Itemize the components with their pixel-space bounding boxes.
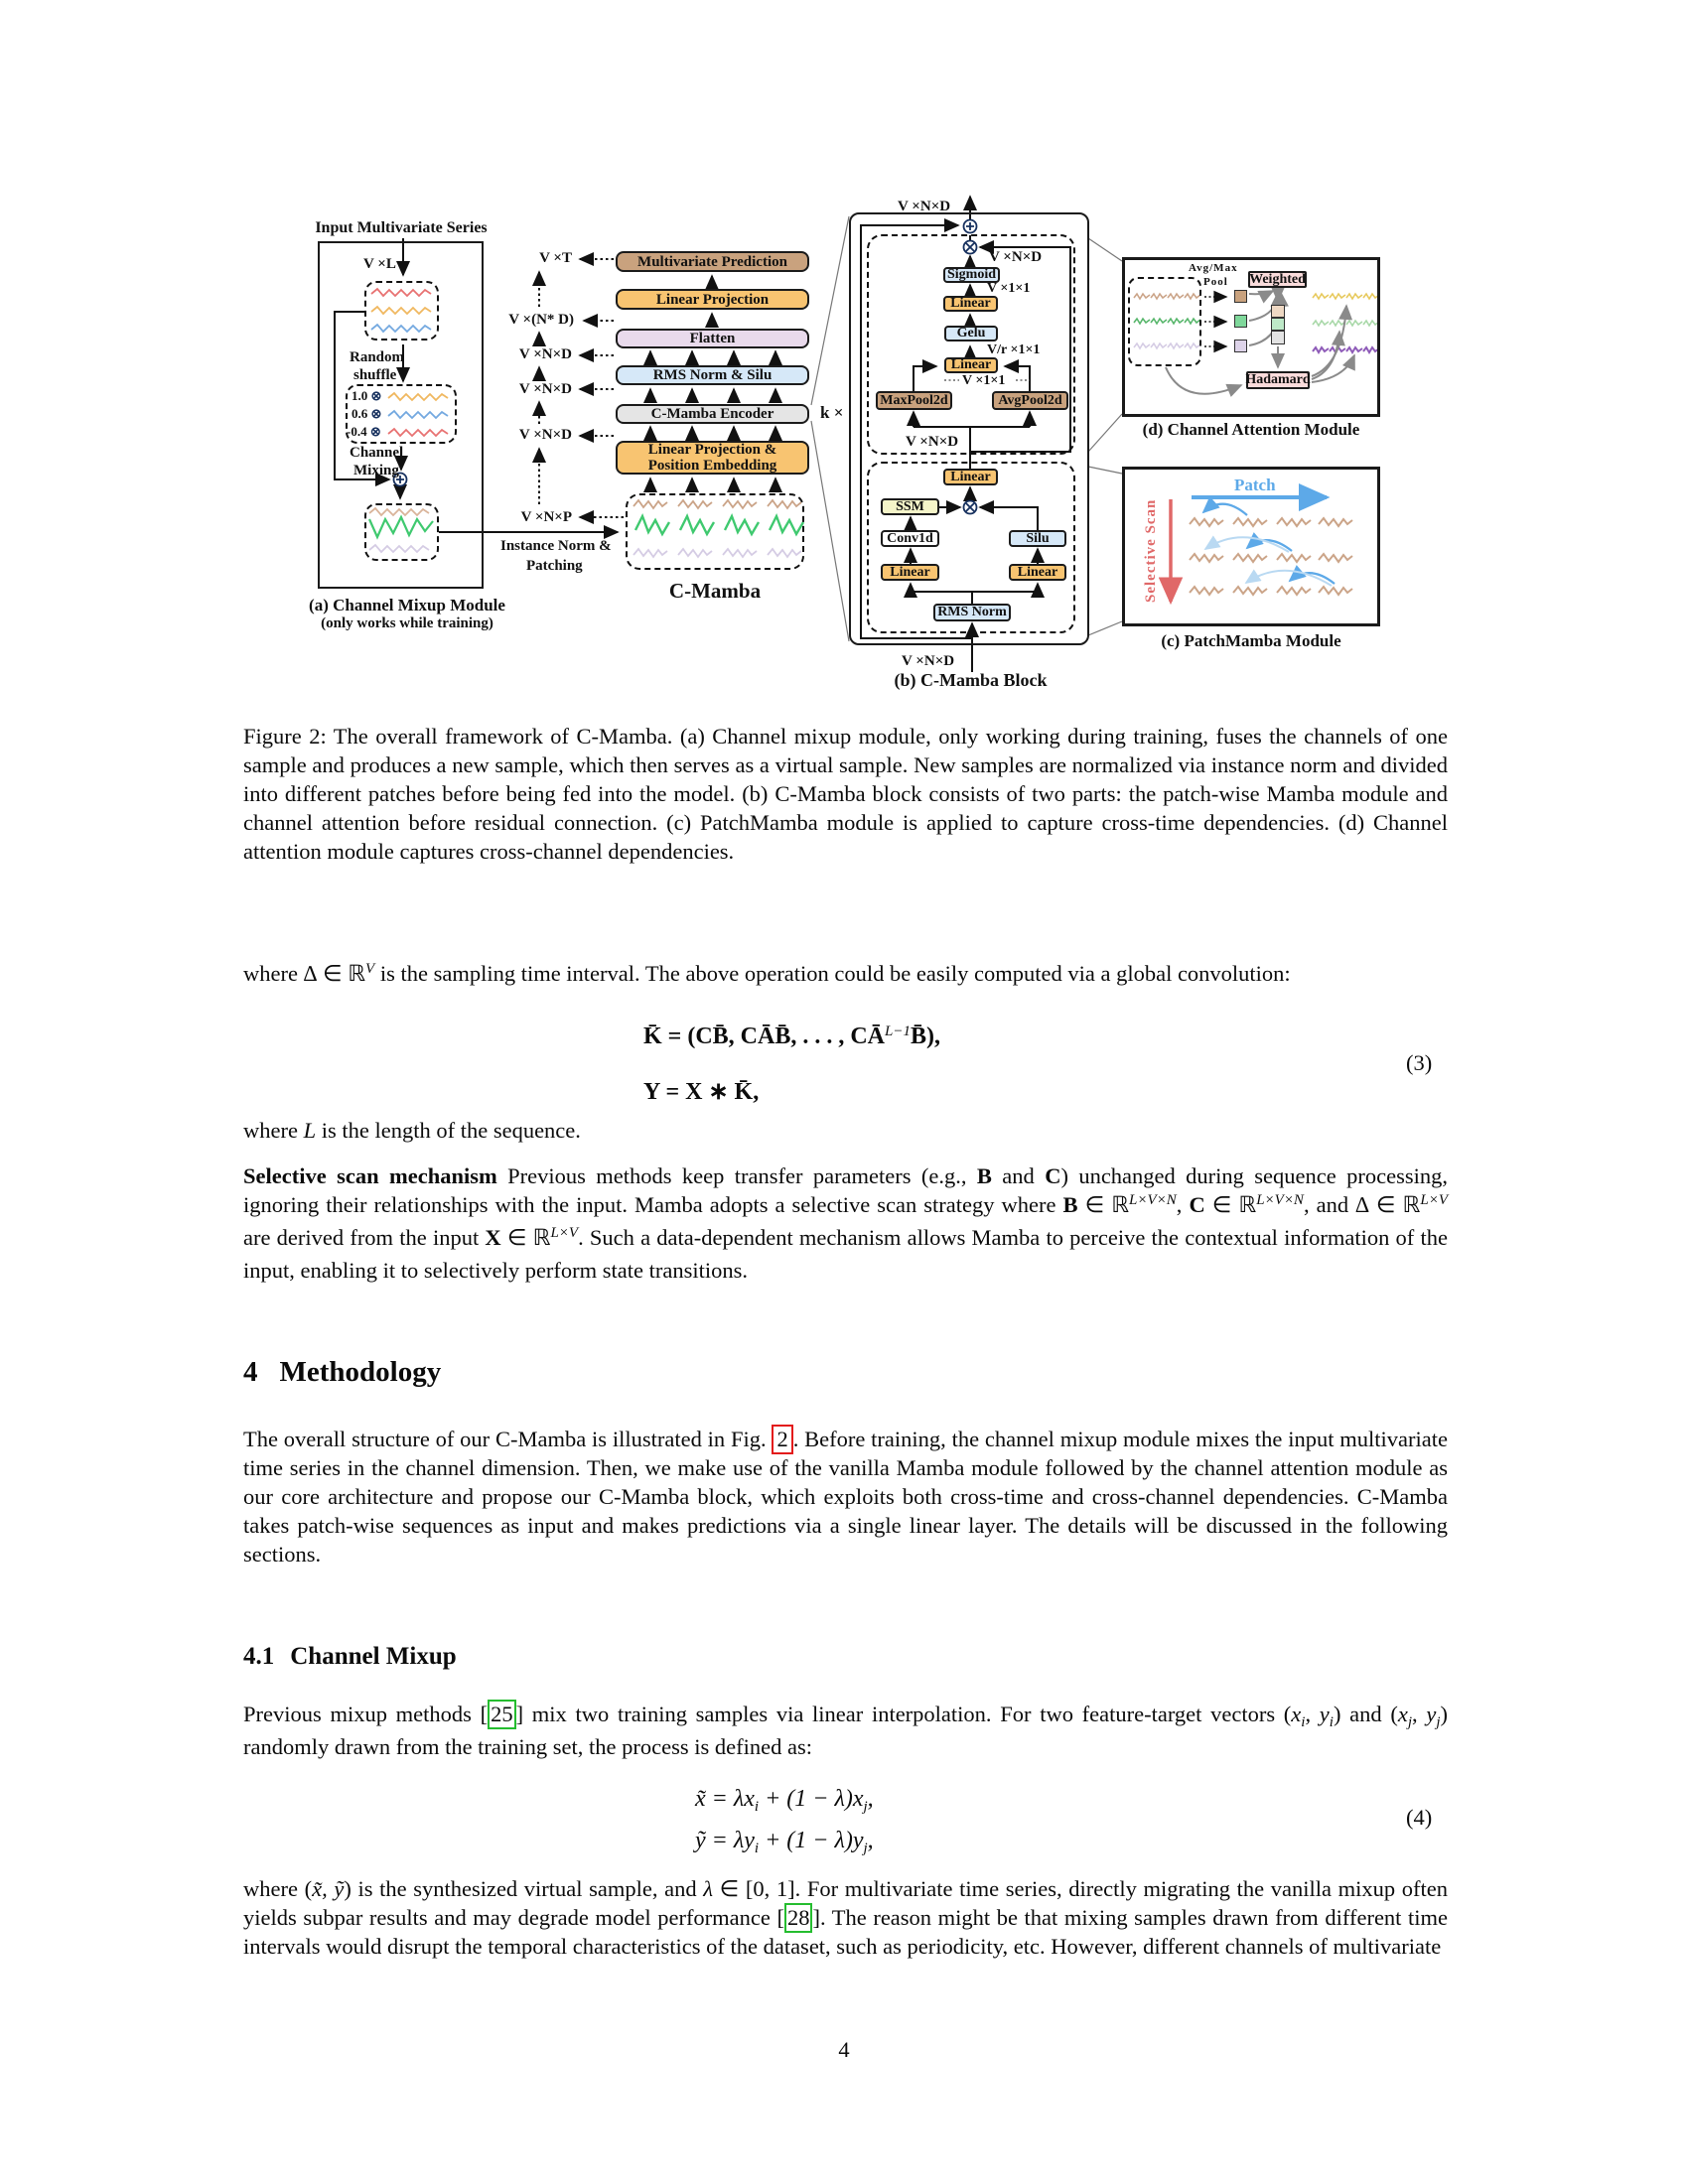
- eq-superscript: L−1: [885, 1024, 911, 1039]
- text-run: ) randomly drawn from the training set, the process is defined as:: [243, 1702, 1448, 1759]
- dim-label-vl: V ×L: [363, 256, 396, 272]
- eq-run: K̄ = (CB̄, CĀB̄, . . . , CĀ: [643, 1024, 886, 1049]
- subscript: i: [1301, 1714, 1306, 1730]
- equation-4-line-1: [695, 1786, 874, 1813]
- patch-direction-label: Patch: [1234, 476, 1276, 494]
- math-var: B: [976, 1163, 992, 1188]
- mixup-weight-2: [352, 407, 381, 422]
- pooled-channel-square-2: [1234, 315, 1247, 328]
- mixup-weight-1: [352, 389, 381, 404]
- text-run: and: [991, 1163, 1046, 1188]
- attention-weight-cell-3: [1271, 331, 1285, 344]
- subscript: j: [1436, 1714, 1441, 1730]
- subsection-title: Channel Mixup: [290, 1643, 457, 1670]
- text-run: Previous mixup methods [: [243, 1702, 489, 1726]
- k-times-label: k ×: [820, 403, 844, 422]
- pooled-channel-square-3: [1234, 340, 1247, 352]
- linear-box: Linear: [943, 469, 998, 485]
- superscript: L×V×N: [1256, 1192, 1304, 1208]
- subsection-heading: [243, 1643, 457, 1671]
- dim-label-mid: V ×N×D: [906, 434, 959, 450]
- text-run: ) unchanged during sequence processing, ignoring their relationships with the input. Mamba adopts a selective scan strategy where: [243, 1163, 1448, 1217]
- paragraph-selective-scan: [243, 1161, 1448, 1285]
- virtual-sample-box: [364, 503, 439, 561]
- eq-run: x̃ = λx: [695, 1786, 755, 1812]
- dim-label: V ×N×P: [520, 509, 572, 525]
- math-var: C: [1045, 1163, 1061, 1188]
- linear-projection-position-embedding-box: Linear Projection & Position Embedding: [616, 441, 809, 475]
- dim-label: V ×N×D: [518, 427, 572, 443]
- dim-label: V ×N×D: [518, 381, 572, 397]
- avgpool2d-box: AvgPool2d: [992, 391, 1068, 410]
- dim-label-bottom: V ×N×D: [902, 653, 955, 669]
- text-run: ) is the synthesized virtual sample, and: [344, 1876, 704, 1901]
- text-run: . Before training, the channel mixup module mixes the input multivariate time series in the channel dimension. Then, we make use of the vanilla Mamba module followed by the channel attention module as our core architecture and propose our C-Mamba block, which exploits both cross-time and cross-channel dependencies. C-Mamba takes patch-wise sequences as input and makes predictions via a single linear layer. The details will be discussed in the following sections.: [243, 1427, 1448, 1567]
- text-run: ]. The reason might be that mixing samples drawn from different time intervals would disrupt the temporal characteristics of the dataset, such as periodicity, etc. However, different channels of multivariate: [243, 1905, 1449, 1959]
- panel-b-caption: (b) C-Mamba Block: [894, 670, 1048, 690]
- math-var: y: [1426, 1702, 1437, 1726]
- text-run: ] mix two training samples via linear interpolation. For two feature-target vectors (: [515, 1702, 1292, 1726]
- input-series-box: [364, 281, 439, 341]
- text-run: ∈ [0, 1]. For multivariate time series, directly migrating the vanilla mixup often yields subpar results and may degrade model performance [: [243, 1876, 1448, 1930]
- paragraph-methodology: [243, 1425, 1448, 1569]
- weight-value: -0.4: [347, 424, 367, 439]
- superscript: L×V×N: [1129, 1192, 1177, 1208]
- flatten-box: Flatten: [616, 329, 809, 348]
- subscript: j: [1407, 1714, 1412, 1730]
- citation-link[interactable]: 25: [488, 1700, 516, 1729]
- equation-3-line-2: Y = X ∗ K̄,: [643, 1079, 760, 1105]
- section-heading: [243, 1356, 441, 1389]
- math-var: x: [1397, 1702, 1408, 1726]
- random-shuffle-label-2: shuffle: [353, 367, 397, 383]
- text-run: ) and (: [1333, 1702, 1398, 1726]
- sigmoid-box: Sigmoid: [943, 267, 1000, 283]
- dim-label: V ×N×D: [518, 346, 572, 362]
- rms-norm-silu-box: RMS Norm & Silu: [616, 365, 809, 385]
- text-run: ∈ ℝ: [1204, 1192, 1257, 1217]
- text-run: ∈ ℝ: [500, 1225, 551, 1250]
- text-run: ,: [1412, 1702, 1427, 1726]
- paragraph-delta: [243, 959, 1448, 992]
- equation-4-line-2: [695, 1828, 874, 1854]
- pooled-channel-square-1: [1234, 290, 1247, 303]
- text-run: . Such a data-dependent mechanism allows Mamba to perceive the contextual information of the input, enabling it to selectively perform state transitions.: [243, 1225, 1448, 1283]
- maxpool2d-box: MaxPool2d: [876, 391, 952, 410]
- text-run: ∈ ℝ: [1077, 1192, 1130, 1217]
- superscript: V: [365, 961, 375, 977]
- multivariate-prediction-box: Multivariate Prediction: [616, 251, 809, 272]
- eq-subscript: j: [863, 1841, 868, 1856]
- superscript: L×V: [550, 1225, 579, 1241]
- panel-d-input-waves-box: [1128, 277, 1201, 366]
- eq-run: ,: [867, 1786, 874, 1812]
- text-run: where ∆ ∈ ℝ: [243, 961, 366, 986]
- paragraph-mixup: [243, 1700, 1448, 1761]
- hadamard-box: Hadamard: [1245, 372, 1311, 387]
- figure-reference-link[interactable]: 2: [772, 1425, 792, 1454]
- math-var: X: [485, 1225, 501, 1250]
- panel-a-caption-2: (only works while training): [321, 615, 493, 631]
- d im-label: V ×(N* D): [508, 312, 574, 328]
- superscript: L×V: [1420, 1192, 1449, 1208]
- subscript: i: [1329, 1714, 1334, 1730]
- paragraph-virtual-sample: [243, 1874, 1448, 1961]
- eq-run: ỹ = λy: [695, 1828, 755, 1853]
- equation-3-number: (3): [1406, 1050, 1433, 1075]
- panel-a-caption: (a) Channel Mixup Module: [309, 596, 505, 614]
- weight-value: 1.0: [352, 388, 368, 403]
- dim-label-v11-lower: V ×1×1: [962, 373, 1006, 388]
- math-var: x̃, ỹ: [312, 1876, 345, 1901]
- channel-mixing-label-2: Mixing: [353, 463, 399, 478]
- dim-label-v11-upper: V ×1×1: [987, 281, 1031, 296]
- rms-norm-box: RMS Norm: [933, 604, 1011, 621]
- eq-run: B̄),: [910, 1024, 940, 1049]
- otimes-icon: ⊗: [369, 424, 381, 439]
- linear-box: Linear: [943, 296, 998, 312]
- attention-weight-cell-2: [1271, 318, 1285, 331]
- paragraph-lead: Selective scan mechanism: [243, 1163, 497, 1188]
- mixup-weight-3: [347, 425, 381, 440]
- dim-label-vr11: V/r ×1×1: [987, 342, 1041, 357]
- text-run: ,: [1176, 1192, 1190, 1217]
- math-var: B: [1062, 1192, 1078, 1217]
- text-run: where (: [243, 1876, 313, 1901]
- text-run: Previous methods keep transfer parameters (e.g.,: [496, 1163, 977, 1188]
- text-run: is the sampling time interval. The above operation could be easily computed via a global convolution:: [374, 961, 1291, 986]
- linear-box: Linear: [1009, 564, 1066, 581]
- cmamba-model-label: C-Mamba: [668, 579, 762, 603]
- cmamba-encoder-box: C-Mamba Encoder: [616, 404, 809, 424]
- math-var: λ: [703, 1876, 714, 1901]
- math-var: y: [1319, 1702, 1330, 1726]
- selective-scan-label: Selective Scan: [1143, 498, 1159, 603]
- channel-mixing-label: Channel: [350, 445, 404, 461]
- panel-a-title: Input Multivariate Series: [315, 219, 488, 236]
- math-var: L: [303, 1118, 317, 1143]
- patched-series-box: [626, 493, 804, 570]
- subsection-number: 4.1: [243, 1643, 275, 1670]
- figure-diagram: [0, 0, 1688, 695]
- avg-max-pool-label-2: Pool: [1203, 276, 1228, 288]
- equation-3-line-1: [643, 1024, 940, 1050]
- random-shuffle-label: Random: [350, 349, 405, 365]
- dim-label-skip: V ×N×D: [989, 249, 1043, 265]
- dim-label-top: V ×N×D: [898, 199, 951, 214]
- eq-run: + (1 − λ)y: [759, 1828, 864, 1853]
- eq-subscript: j: [863, 1799, 868, 1815]
- linear-box: Linear: [944, 357, 998, 373]
- weighted-box: Weighted: [1249, 271, 1306, 287]
- text-run: where: [243, 1118, 304, 1143]
- dim-label: V ×T: [539, 250, 572, 266]
- panel-c-caption: (c) PatchMamba Module: [1161, 631, 1341, 650]
- paragraph-length: [243, 1116, 1448, 1145]
- citation-link[interactable]: 28: [784, 1903, 813, 1933]
- panel-d-caption: (d) Channel Attention Module: [1142, 420, 1360, 439]
- gelu-box: Gelu: [944, 326, 998, 341]
- equation-4-number: (4): [1406, 1805, 1433, 1830]
- text-run: are derived from the input: [243, 1225, 486, 1250]
- page-number: 4: [838, 2037, 850, 2062]
- otimes-icon: ⊗: [370, 388, 382, 403]
- math-var: x: [1291, 1702, 1302, 1726]
- linear-box: Linear: [881, 564, 939, 581]
- text-run: ,: [1305, 1702, 1320, 1726]
- silu-box: Silu: [1009, 530, 1066, 547]
- figure-caption: Figure 2: The overall framework of C-Mamba. (a) Channel mixup module, only working during training, fuses the channels of one sample and produces a new sample, which then serves as a virtual sample. New samples are normalized via instance norm and divided into different patches before being fed into the model. (b) C-Mamba block consists of two parts: the patch-wise Mamba module and channel attention before residual connection. (c) PatchMamba module is applied to capture cross-time dependencies. (d) Channel attention module captures cross-channel dependencies.: [243, 724, 1448, 864]
- text-run: , and ∆ ∈ ℝ: [1303, 1192, 1421, 1217]
- eq-subscript: i: [754, 1841, 760, 1856]
- attention-weight-cell-1: [1271, 305, 1285, 318]
- conv1d-box: Conv1d: [881, 530, 939, 547]
- math-var: C: [1189, 1192, 1205, 1217]
- avg-max-pool-label: Avg/Max: [1189, 262, 1238, 274]
- linear-projection-box: Linear Projection: [616, 289, 809, 310]
- instance-norm-label: Instance Norm &: [500, 538, 612, 554]
- text-run: The overall structure of our C-Mamba is illustrated in Fig.: [243, 1427, 773, 1451]
- otimes-icon: ⊗: [370, 406, 382, 421]
- patching-label: Patching: [526, 558, 583, 574]
- text-run: is the length of the sequence.: [316, 1118, 581, 1143]
- eq-run: + (1 − λ)x: [759, 1786, 864, 1812]
- ssm-box: SSM: [881, 498, 939, 515]
- eq-run: ,: [867, 1828, 874, 1853]
- weight-value: 0.6: [352, 406, 368, 421]
- eq-subscript: i: [754, 1799, 760, 1815]
- section-number: 4: [243, 1356, 258, 1388]
- section-title: Methodology: [279, 1356, 442, 1388]
